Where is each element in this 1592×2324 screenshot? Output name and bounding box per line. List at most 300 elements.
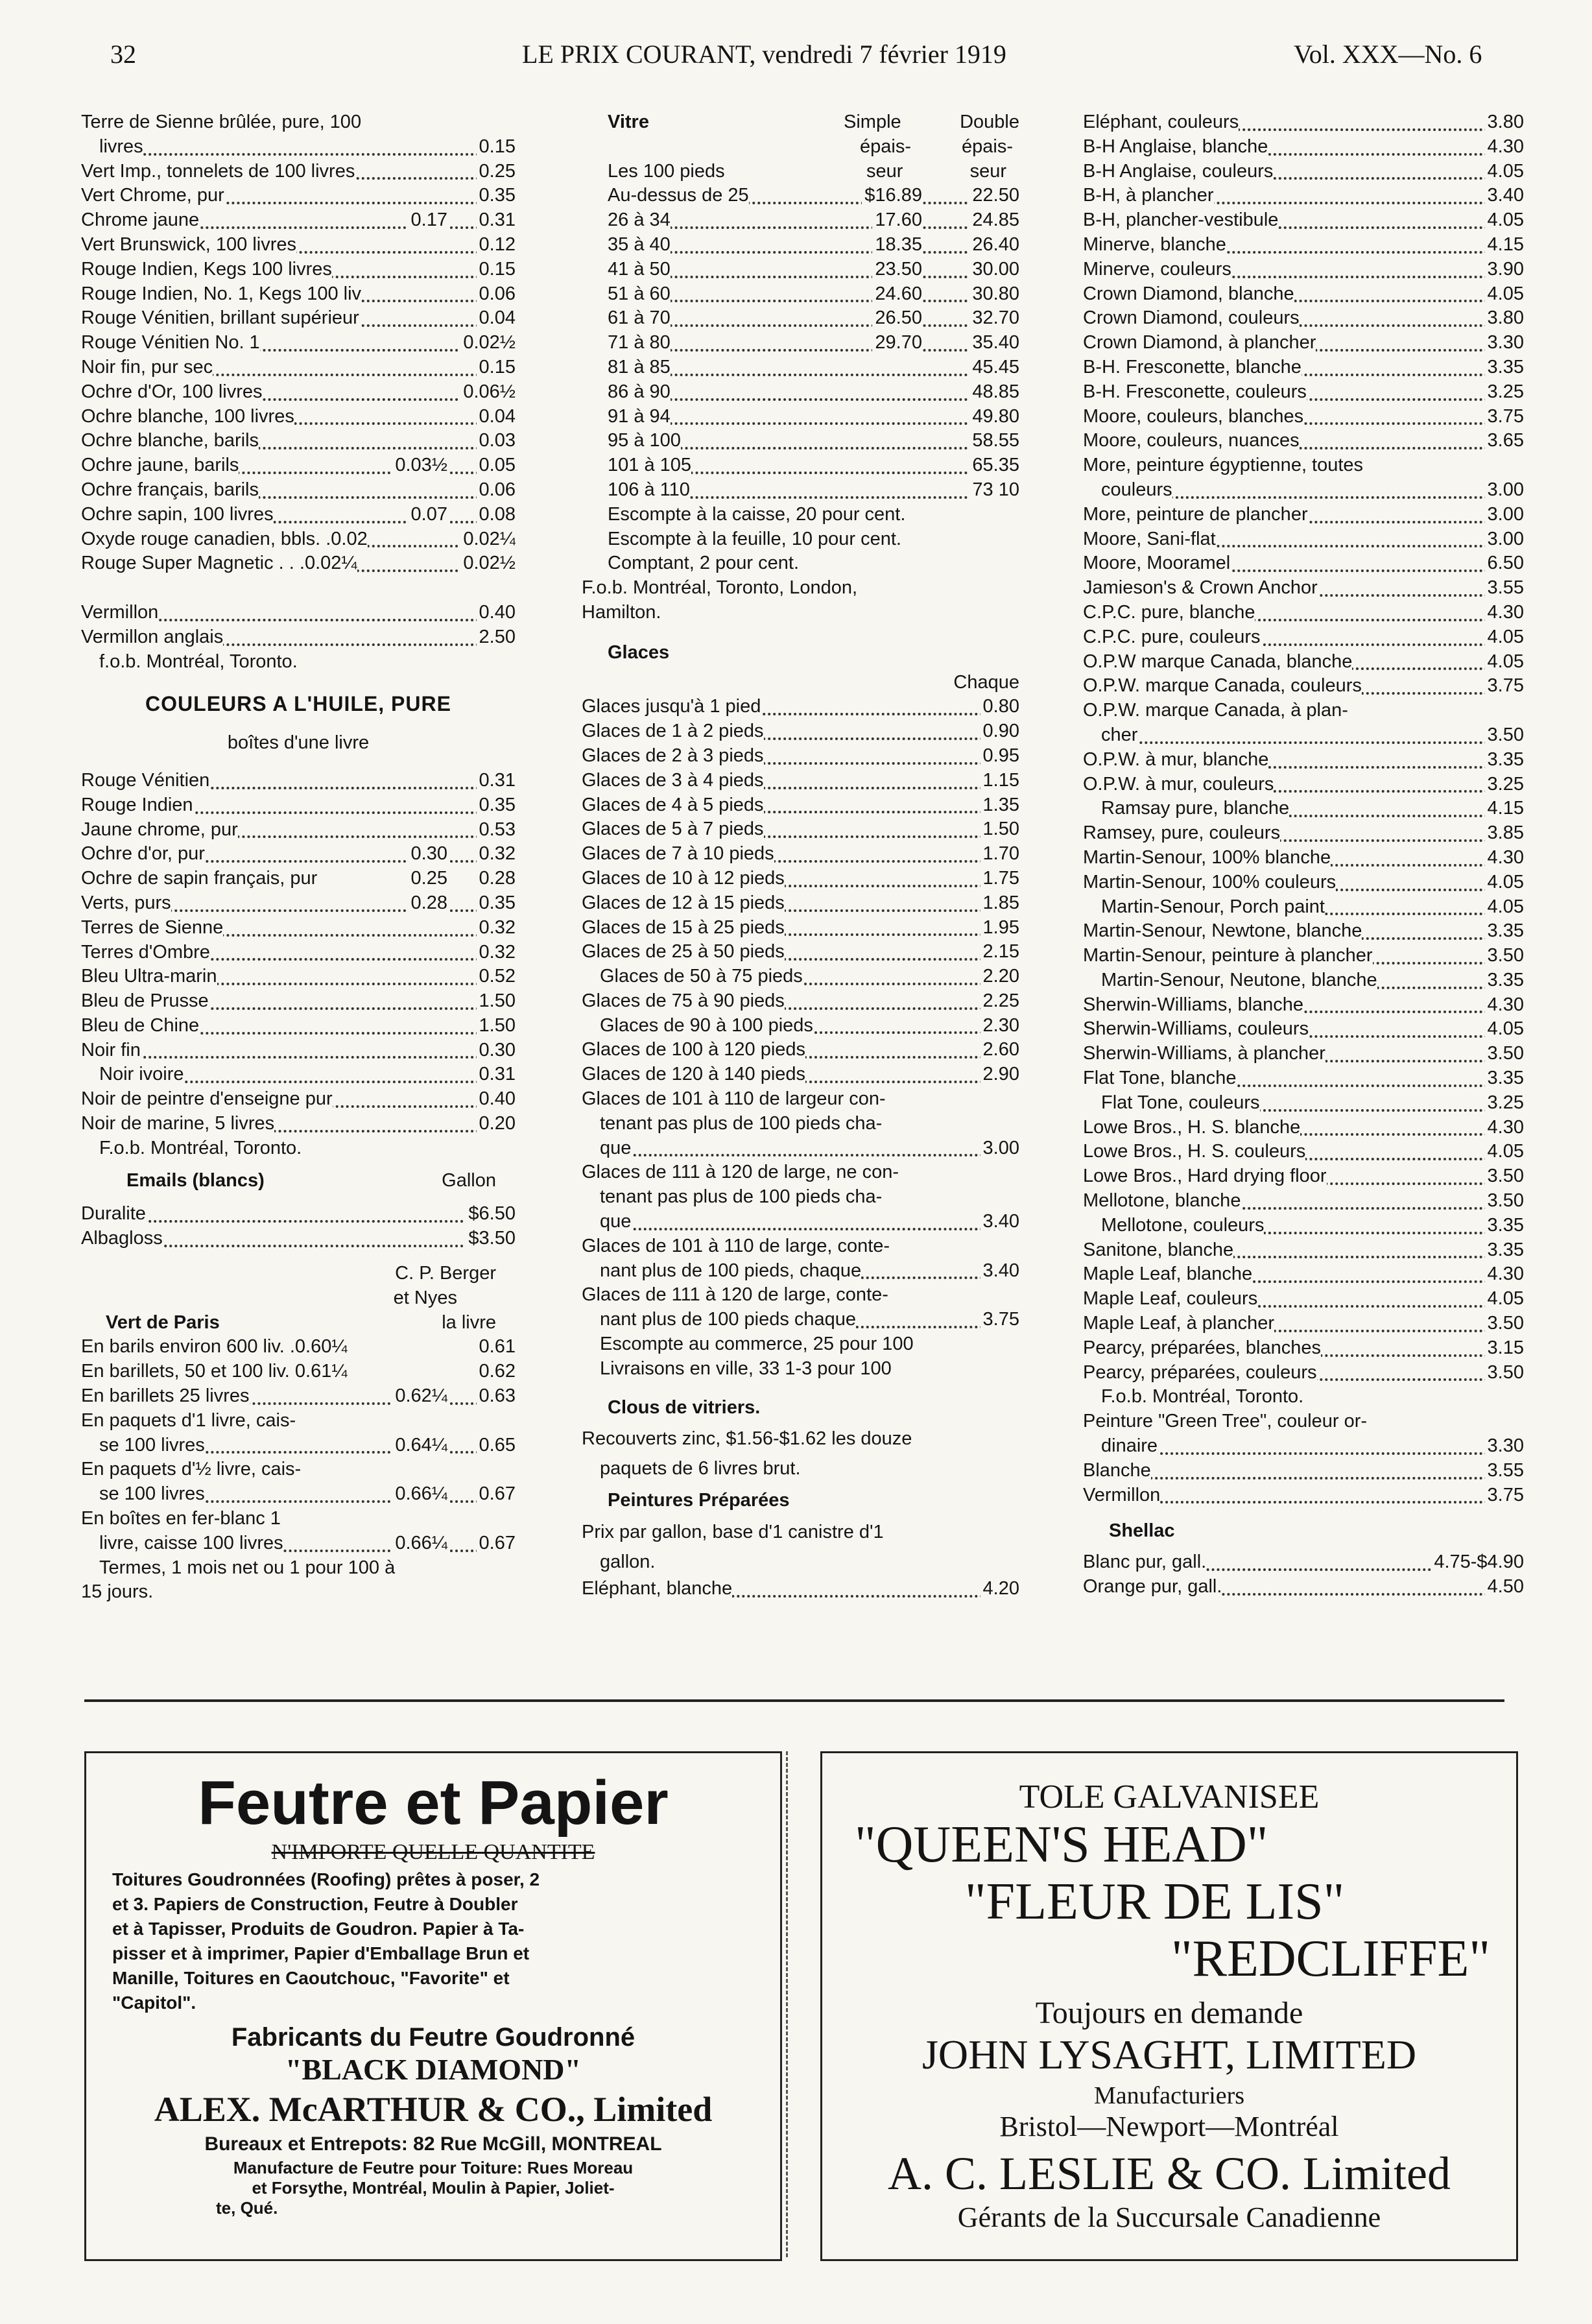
item-price: 3.50 (1485, 1189, 1524, 1214)
price-row (81, 1136, 516, 1161)
item-price: 0.95 (980, 744, 1019, 769)
column-1 (81, 110, 516, 1605)
item-label: Mellotone, couleurs (1083, 1214, 1264, 1238)
price-row (81, 940, 516, 965)
glaces-unit: Chaque (951, 671, 1019, 695)
price-row (1083, 773, 1524, 797)
price-row (1083, 135, 1524, 160)
item-label: tenant pas plus de 100 pieds cha- (582, 1112, 882, 1136)
item-label: C.P.C. pure, blanche (1083, 601, 1255, 625)
item-label: Terre de Sienne brûlée, pure, 100 (81, 110, 361, 135)
vert-header-1 (81, 1262, 516, 1286)
item-price: 0.31 (477, 208, 516, 233)
price-row (582, 1038, 1019, 1062)
clous-title: Clous de vitriers. (582, 1396, 760, 1420)
price-row (1083, 1140, 1524, 1164)
price-row (582, 964, 1019, 989)
ad2-cities: Bristol—Newport—Montréal (999, 2111, 1339, 2142)
price-row (1083, 233, 1524, 258)
item-label: Rouge Vénitien, brillant supérieur (81, 306, 359, 331)
item-label: F.o.b. Montréal, Toronto. (81, 1136, 302, 1161)
emails-title: Emails (blancs) (81, 1169, 265, 1193)
item-label: Ochre d'or, pur (81, 842, 205, 867)
item-price: 4.30 (1485, 993, 1524, 1018)
vitre-simple-price: 23.50 (872, 258, 922, 282)
item-price: 4.05 (1485, 1140, 1524, 1164)
leader-dots (81, 1220, 516, 1223)
price-row (582, 1087, 1019, 1112)
item-price: 0.67 (477, 1482, 516, 1507)
price-row (1083, 306, 1524, 331)
item-label: nant plus de 100 pieds, chaque (582, 1259, 861, 1284)
item-label: Orange pur, gall. (1083, 1575, 1222, 1599)
item-price: 0.40 (477, 1087, 516, 1112)
item-price: 2.90 (980, 1062, 1019, 1087)
item-label: Glaces de 111 à 120 de large, ne con- (582, 1160, 899, 1185)
item-price-alt: 0.28 (409, 891, 447, 916)
item-label: Pearcy, préparées, blanches (1083, 1336, 1321, 1361)
item-price: 0.35 (477, 184, 516, 208)
item-price: 4.75-$4.90 (1431, 1550, 1524, 1575)
price-row (1083, 405, 1524, 429)
vitre-col-simple-2: épais- (857, 135, 911, 160)
price-row (1083, 110, 1524, 135)
price-row (582, 916, 1019, 940)
item-price: 1.50 (477, 1014, 516, 1038)
ad2-gerants: Gérants de la Succursale Canadienne (957, 2201, 1381, 2233)
vitre-notes (582, 503, 1019, 625)
vert-header-3 (81, 1311, 516, 1336)
item-price: 0.62 (477, 1360, 516, 1384)
price-row (81, 503, 516, 527)
item-price-alt: 0.07 (409, 503, 447, 527)
vitre-double-price: 45.45 (969, 355, 1019, 380)
glaces-unit-row (582, 671, 1019, 695)
item-label: Glaces de 100 à 120 pieds (582, 1038, 805, 1062)
price-row (1083, 1459, 1524, 1483)
item-label: Crown Diamond, à plancher (1083, 331, 1316, 355)
ad-company: ALEX. McARTHUR & CO., Limited (154, 2090, 713, 2129)
item-price: 2.50 (477, 625, 516, 650)
vitre-range: 101 à 105 (582, 453, 691, 478)
item-price: 0.52 (477, 964, 516, 989)
item-label: dinaire (1083, 1434, 1158, 1459)
vitre-range: 81 à 85 (582, 355, 671, 380)
item-price: 3.75 (980, 1308, 1019, 1332)
shellac-list (1083, 1550, 1524, 1599)
price-row (1083, 1483, 1524, 1508)
item-price: 4.05 (1485, 625, 1524, 650)
item-label: Vermillon anglais (81, 625, 223, 650)
item-price: 0.65 (477, 1433, 516, 1458)
item-label: Ramsey, pure, couleurs (1083, 821, 1280, 846)
item-label: Maple Leaf, à plancher (1083, 1312, 1274, 1336)
vitre-double-price: 48.85 (969, 380, 1019, 405)
price-row (582, 1357, 1019, 1382)
shellac-title: Shellac (1083, 1519, 1175, 1544)
item-price-alt: 0.64¼ (392, 1433, 447, 1458)
price-row (1083, 944, 1524, 968)
vitre-col-double-2: épais- (959, 135, 1013, 160)
price-row (582, 744, 1019, 769)
ad2-manufacturiers: Manufacturiers (1093, 2082, 1245, 2109)
peint-text (582, 1517, 1019, 1577)
item-label: Terres de Sienne (81, 916, 223, 940)
item-label: Noir fin (81, 1038, 141, 1063)
vert-supplier-2: et Nyes (391, 1286, 457, 1311)
horizontal-rule (84, 1699, 1504, 1702)
item-price: 0.35 (477, 891, 516, 916)
ad2-toujours: Toujours en demande (1035, 1996, 1303, 2030)
item-price-alt: 0.17 (409, 208, 447, 233)
price-row (1083, 576, 1524, 601)
item-label: Blanche (1083, 1459, 1151, 1483)
item-label: Rouge Indien, No. 1, Kegs 100 liv (81, 282, 361, 307)
price-row (1083, 968, 1524, 993)
item-price: 0.15 (477, 355, 516, 380)
ad2-redcliffe: "REDCLIFFE" (1170, 1930, 1490, 1987)
ad-manuf-3: te, Qué. (216, 2198, 278, 2218)
price-row (582, 1136, 1019, 1161)
item-label: Glaces de 25 à 50 pieds (582, 940, 785, 964)
item-price: 0.32 (477, 916, 516, 940)
price-row (1083, 1164, 1524, 1189)
vitre-range: 106 à 110 (582, 478, 690, 503)
price-row (1083, 1287, 1524, 1312)
item-label: tenant pas plus de 100 pieds cha- (582, 1185, 882, 1210)
item-price: 2.25 (980, 989, 1019, 1014)
item-price: 0.12 (477, 233, 516, 258)
item-price: 4.30 (1485, 1262, 1524, 1287)
price-row (81, 282, 516, 307)
item-price: 4.05 (1485, 650, 1524, 675)
item-label: En barils environ 600 liv. .0.60¼ (81, 1335, 348, 1360)
item-label: Rouge Super Magnetic . . .0.02¼ (81, 551, 357, 576)
vert-header-2 (81, 1286, 516, 1311)
item-price: 4.30 (1485, 1116, 1524, 1140)
clous-header (582, 1396, 1019, 1420)
item-price: 0.03 (477, 429, 516, 453)
item-label: Moore, Sani-flat (1083, 527, 1216, 552)
price-row (582, 1210, 1019, 1234)
item-price: 0.30 (477, 1038, 516, 1063)
vitre-double-price: 30.00 (969, 258, 1019, 282)
price-row (1083, 1017, 1524, 1042)
vitre-range: 51 à 60 (582, 282, 671, 307)
price-row (81, 380, 516, 405)
price-row (81, 1531, 516, 1556)
item-label: Noir de peintre d'enseigne pur (81, 1087, 333, 1112)
price-row (81, 110, 516, 135)
item-label: livres (81, 135, 143, 160)
item-price: 0.31 (477, 769, 516, 793)
item-price: 3.40 (980, 1210, 1019, 1234)
item-label: B-H. Fresconette, blanche (1083, 355, 1301, 380)
leader-dots (1083, 741, 1524, 744)
vitre-double-price: 73 10 (969, 478, 1019, 503)
item-label: Livraisons en ville, 33 1-3 pour 100 (582, 1357, 892, 1382)
ad-manuf-2: et Forsythe, Montréal, Moulin à Papier, Joliet- (252, 2178, 615, 2198)
price-row (582, 1062, 1019, 1087)
item-label: Jamieson's & Crown Anchor (1083, 576, 1318, 601)
item-price: $3.50 (466, 1227, 516, 1251)
price-row (1083, 723, 1524, 748)
ad-body-line: et 3. Papiers de Construction, Feutre à Doubler (112, 1894, 518, 1914)
text-line: Recouverts zinc, $1.56-$1.62 les douze (582, 1428, 912, 1450)
price-row (582, 695, 1019, 719)
vitre-table (582, 184, 1019, 502)
price-row (1083, 184, 1524, 208)
item-price: 0.31 (477, 1062, 516, 1087)
item-price: 0.04 (477, 306, 516, 331)
item-label: Pearcy, préparées, couleurs (1083, 1361, 1317, 1385)
item-price: $6.50 (466, 1202, 516, 1227)
item-label: Albagloss (81, 1227, 163, 1251)
text-line: Prix par gallon, base d'1 canistre d'1 (582, 1522, 884, 1543)
item-label: More, peinture de plancher (1083, 503, 1308, 527)
item-price: 3.65 (1485, 429, 1524, 453)
item-price: 3.90 (1485, 258, 1524, 282)
price-row (81, 478, 516, 503)
section-title: COULEURS A L'HUILE, PURE (145, 692, 451, 716)
price-row (81, 429, 516, 453)
item-label: Bleu Ultra-marin (81, 964, 217, 989)
price-row (1083, 1238, 1524, 1263)
item-label: Chrome jaune (81, 208, 199, 233)
item-price: 2.60 (980, 1038, 1019, 1062)
vitre-col-double: Double (957, 110, 1019, 135)
price-row (1083, 1361, 1524, 1385)
oil-colors-list (81, 769, 516, 1161)
vitre-simple-price: 26.50 (872, 306, 922, 331)
item-label: Ochre jaune, barils (81, 453, 239, 478)
vert-de-paris-list (81, 1335, 516, 1605)
price-row (81, 793, 516, 818)
item-price: 3.50 (1485, 1042, 1524, 1066)
item-label: Vert Imp., tonnelets de 100 livres (81, 160, 355, 184)
ad-body-line: Manille, Toitures en Caoutchouc, "Favorite" et (112, 1968, 510, 1988)
price-row (81, 331, 516, 355)
item-label: Maple Leaf, couleurs (1083, 1287, 1257, 1312)
vitre-range: 26 à 34 (582, 208, 671, 233)
item-price-alt: 0.25 (409, 867, 447, 891)
price-row (582, 1160, 1019, 1185)
item-label: nant plus de 100 pieds chaque (582, 1308, 856, 1332)
price-row (81, 1062, 516, 1087)
item-label: Ramsay pure, blanche (1083, 797, 1289, 821)
vitre-double-price: 49.80 (969, 405, 1019, 429)
earth-pigments-list (81, 110, 516, 674)
vitre-range: 61 à 70 (582, 306, 671, 331)
item-label: Rouge Indien, Kegs 100 livres (81, 258, 332, 282)
item-label: Moore, couleurs, blanches (1083, 405, 1303, 429)
item-price-alt: 0.66¼ (392, 1531, 447, 1556)
item-label: se 100 livres (81, 1482, 205, 1507)
note-line: Comptant, 2 pour cent. (608, 553, 799, 574)
item-label: Vert Chrome, pur (81, 184, 224, 208)
item-price: 0.08 (477, 503, 516, 527)
peint-header (582, 1489, 1019, 1513)
item-label: O.P.W. à mur, blanche (1083, 748, 1268, 773)
item-price-alt: 0.66¼ (392, 1482, 447, 1507)
item-price: 3.50 (1485, 944, 1524, 968)
item-price: 4.30 (1485, 601, 1524, 625)
item-price-alt: 0.30 (409, 842, 447, 867)
vitre-range: 35 à 40 (582, 233, 671, 258)
price-row (81, 1087, 516, 1112)
ad-subtitle: N'IMPORTE QUELLE QUANTITE (271, 1840, 595, 1864)
vitre-row (582, 282, 1019, 307)
item-price: 1.50 (980, 817, 1019, 842)
item-price-alt: 0.62¼ (392, 1384, 447, 1409)
item-label: Peinture "Green Tree", couleur or- (1083, 1409, 1367, 1434)
item-label: En barillets, 50 et 100 liv. 0.61¼ (81, 1360, 348, 1384)
price-row (1083, 748, 1524, 773)
item-price: 0.53 (477, 818, 516, 843)
price-row (81, 891, 516, 916)
vitre-col-double-3: seur (968, 160, 1006, 184)
price-row (1083, 821, 1524, 846)
item-label: Escompte au commerce, 25 pour 100 (582, 1332, 914, 1357)
ad2-line-1: TOLE GALVANISEE (1019, 1779, 1320, 1815)
text-line: paquets de 6 livres brut. (600, 1458, 801, 1479)
price-row (81, 650, 516, 675)
price-row (582, 1283, 1019, 1308)
item-price: 3.35 (1485, 919, 1524, 944)
price-row (81, 625, 516, 650)
section-subtitle: boîtes d'une livre (227, 732, 370, 754)
vitre-double-price: 24.85 (969, 208, 1019, 233)
vitre-row (582, 184, 1019, 208)
item-price: 3.00 (1485, 527, 1524, 552)
item-label: livre, caisse 100 livres (81, 1531, 283, 1556)
price-row (1083, 846, 1524, 870)
item-price: 3.35 (1485, 1214, 1524, 1238)
item-label: Sherwin-Williams, blanche (1083, 993, 1303, 1018)
vitre-row (582, 429, 1019, 453)
price-row (582, 891, 1019, 916)
price-row (81, 989, 516, 1014)
vitre-range: 71 à 80 (582, 331, 671, 355)
item-price: 3.35 (1485, 968, 1524, 993)
price-row (81, 1507, 516, 1531)
price-row (582, 1185, 1019, 1210)
item-label: Ochre blanche, barils (81, 429, 259, 453)
price-row (81, 818, 516, 843)
item-label: couleurs (1083, 478, 1172, 503)
price-row (1083, 1575, 1524, 1599)
price-row (81, 1580, 516, 1605)
item-price: 1.75 (980, 867, 1019, 891)
price-row (1083, 1262, 1524, 1287)
item-label: O.P.W. marque Canada, couleurs (1083, 674, 1362, 699)
item-price: 3.35 (1485, 1238, 1524, 1263)
item-price: 4.50 (1485, 1575, 1524, 1599)
item-label: Lowe Bros., H. S. blanche (1083, 1116, 1300, 1140)
leader-dots (81, 153, 516, 156)
price-row (81, 184, 516, 208)
item-price: 3.75 (1485, 405, 1524, 429)
item-price-alt: 0.03½ (392, 453, 447, 478)
glaces-header (582, 641, 1019, 665)
item-label: Glaces de 15 à 25 pieds (582, 916, 785, 940)
price-row (582, 1308, 1019, 1332)
price-row (1083, 1336, 1524, 1361)
price-row (582, 989, 1019, 1014)
price-row (1083, 429, 1524, 453)
ad2-lysaght: JOHN LYSAGHT, LIMITED (921, 2031, 1417, 2078)
page-number: 32 (110, 40, 136, 69)
ad-bureaux: Bureaux et Entrepots: 82 Rue McGill, MONTREAL (204, 2133, 662, 2155)
price-row (81, 916, 516, 940)
item-label: Glaces de 4 à 5 pieds (582, 793, 764, 818)
item-price: 0.25 (477, 160, 516, 184)
item-price: 3.75 (1485, 674, 1524, 699)
ad2-queens-head: "QUEEN'S HEAD" (855, 1816, 1268, 1873)
item-label: Glaces de 1 à 2 pieds (582, 719, 764, 744)
item-price: 4.05 (1485, 1017, 1524, 1042)
price-row (81, 355, 516, 380)
item-label: C.P.C. pure, couleurs (1083, 625, 1261, 650)
item-price: 0.02¼ (460, 527, 516, 552)
item-price: 3.55 (1485, 576, 1524, 601)
item-label: B-H. Fresconette, couleurs (1083, 380, 1307, 405)
price-row (1083, 699, 1524, 723)
price-row (1083, 1189, 1524, 1214)
item-price: 0.06 (477, 282, 516, 307)
price-row (1083, 625, 1524, 650)
price-row (81, 1433, 516, 1458)
item-label: Glaces de 50 à 75 pieds (582, 964, 803, 989)
item-price: 0.04 (477, 405, 516, 429)
item-label: Moore, Mooramel (1083, 551, 1230, 576)
item-price: 3.00 (1485, 478, 1524, 503)
vitre-range: 41 à 50 (582, 258, 671, 282)
item-price: 0.02½ (460, 551, 516, 576)
item-price: 3.00 (980, 1136, 1019, 1161)
price-row (1083, 1091, 1524, 1116)
item-label: B-H Anglaise, blanche (1083, 135, 1268, 160)
item-price: 3.80 (1485, 306, 1524, 331)
item-price: 3.50 (1485, 1164, 1524, 1189)
price-row (1083, 160, 1524, 184)
leader-dots (81, 1056, 516, 1059)
ad-body-line: et à Tapisser, Produits de Goudron. Papier à Ta- (112, 1919, 525, 1939)
price-row (1083, 650, 1524, 675)
item-label: Martin-Senour, Newtone, blanche (1083, 919, 1362, 944)
item-label: Noir fin, pur sec (81, 355, 213, 380)
note-line: F.o.b. Montréal, Toronto, London, (582, 577, 858, 599)
item-label: Flat Tone, blanche (1083, 1066, 1236, 1091)
item-price: 4.15 (1485, 797, 1524, 821)
price-row (1083, 380, 1524, 405)
item-price: 0.90 (980, 719, 1019, 744)
item-price: 0.32 (477, 940, 516, 965)
item-price: 0.20 (477, 1112, 516, 1136)
price-row (1083, 355, 1524, 380)
item-label: Maple Leaf, blanche (1083, 1262, 1252, 1287)
item-label: Crown Diamond, blanche (1083, 282, 1294, 307)
vert-supplier: C. P. Berger (392, 1262, 496, 1286)
price-row (81, 1335, 516, 1360)
item-price: 1.85 (980, 891, 1019, 916)
item-price: 4.15 (1485, 233, 1524, 258)
column-gutter (563, 110, 565, 1667)
price-row (81, 405, 516, 429)
price-row (81, 842, 516, 867)
price-row (1083, 208, 1524, 233)
item-label: Ochre français, barils (81, 478, 259, 503)
